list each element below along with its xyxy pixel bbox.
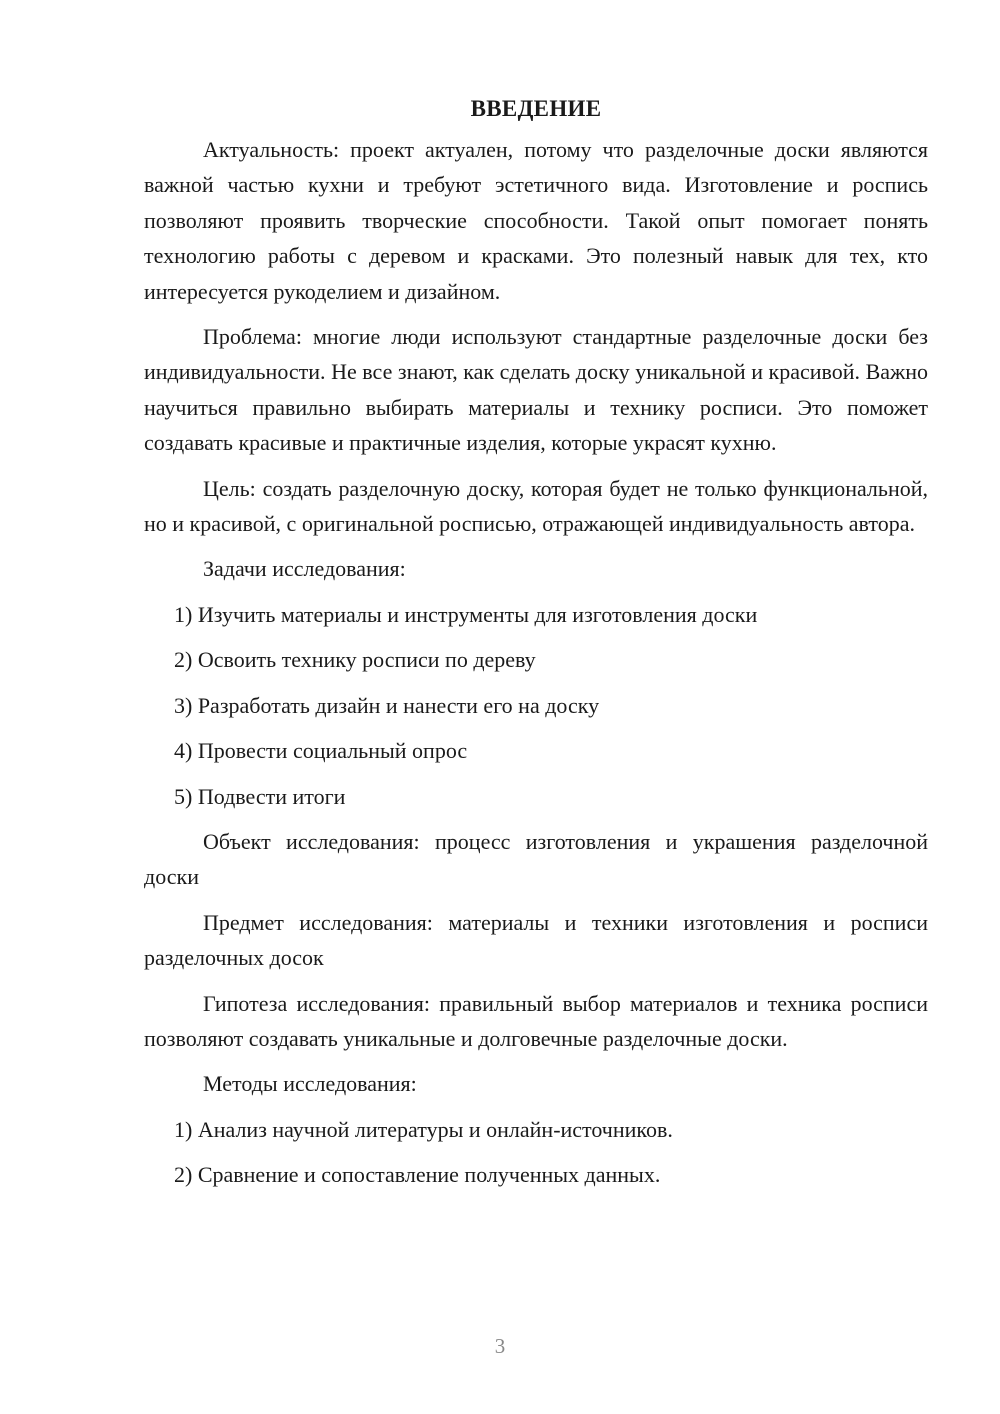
page-number: 3 [494,1334,506,1358]
list-item: 2) Сравнение и сопоставление полученных данных. [174,1162,661,1188]
list-item: 1) Изучить материалы и инструменты для изготовления доски [174,601,758,627]
object-paragraph: Объект исследования: процесс изготовления и украшения разделочной доски [144,828,928,890]
tasks-list [144,597,928,814]
methods-label: Методы исследования: [203,1071,417,1097]
document-page [144,92,928,1203]
goal-paragraph: Цель: создать разделочную доску, которая будет не только функциональной, но и красивой, с оригинальной росписью, отражающей индивидуальность автора. [144,475,928,537]
hypothesis-paragraph: Гипотеза исследования: правильный выбор материалов и техника росписи позволяют создавать уникальные и долговечные разделочные доски. [144,990,928,1051]
list-item: 1) Анализ научной литературы и онлайн-источников. [174,1116,673,1142]
tasks-label: Задачи исследования: [203,556,406,582]
list-item: 5) Подвести итоги [174,783,346,809]
subject-paragraph: Предмет исследования: материалы и техники изготовления и росписи разделочных досок [144,909,928,971]
relevance-paragraph: Актуальность: проект актуален, потому что разделочные доски являются важной частью кухни и требуют эстетичного вида. Изготовление и роспись позволяют проявить творческие способности. Такой опыт помогает понять технологию работы с деревом и красками. Это полезный навык для тех, кто интересуется рукоделием и дизайном. [144,137,928,304]
problem-paragraph: Проблема: многие люди используют стандартные разделочные доски без индивидуальности. Не все знают, как сделать доску уникальной и красивой. Важно научиться правильно выбирать материалы и технику росписи. Это поможет создавать красивые и практичные изделия, которые украсят кухню. [144,324,928,456]
section-heading: ВВЕДЕНИЕ [470,96,602,121]
list-item: 3) Разработать дизайн и нанести его на доску [174,692,600,718]
list-item: 4) Провести социальный опрос [174,738,468,764]
methods-list [144,1112,928,1193]
list-item: 2) Освоить технику росписи по дереву [174,647,536,673]
